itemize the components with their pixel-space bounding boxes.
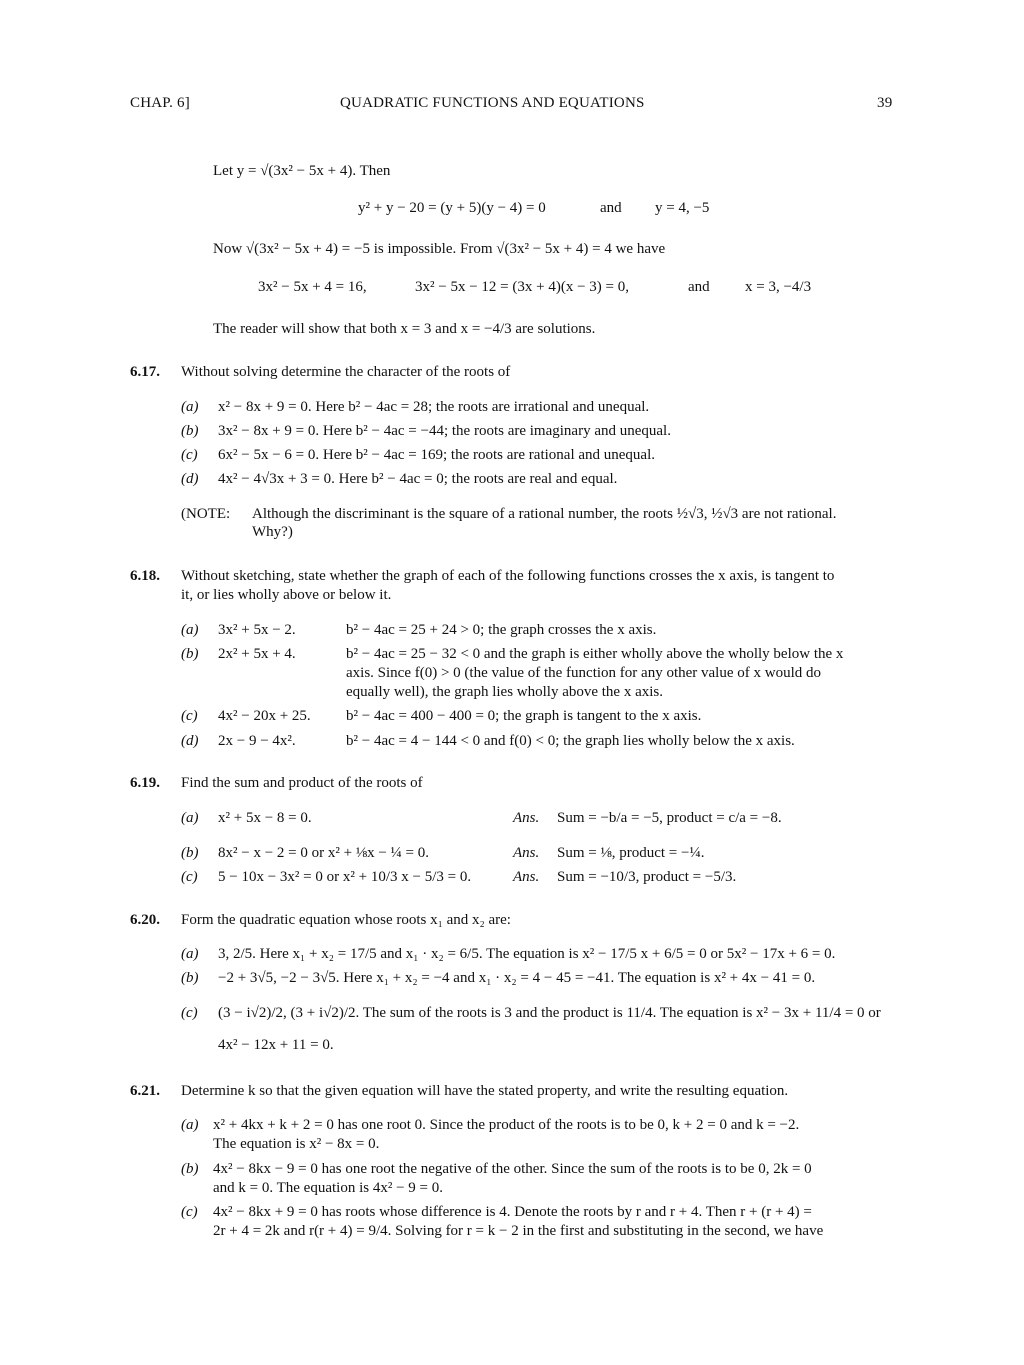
item-label: (c) xyxy=(181,1005,198,1021)
intro-result-2: x = 3, −4/3 xyxy=(745,279,812,295)
item-text: b² − 4ac = 400 − 400 = 0; the graph is tangent to the x axis. xyxy=(346,708,702,724)
problem-statement: Determine k so that the given equation will have the stated property, and write the resulting equation. xyxy=(181,1083,789,1099)
item-label: (c) xyxy=(181,1204,198,1220)
item-label: (a) xyxy=(181,1117,199,1133)
answer-text: Sum = ⅛, product = −¼. xyxy=(557,845,705,861)
note-label: (NOTE: xyxy=(181,506,231,522)
page-number: 39 xyxy=(877,95,893,111)
item-function: 2x² + 5x + 4. xyxy=(218,646,296,662)
answer-text: Sum = −10/3, product = −5/3. xyxy=(557,869,737,885)
intro-line-3: Now √(3x² − 5x + 4) = −5 is impossible. From √(3x² − 5x + 4) = 4 we have xyxy=(213,241,666,257)
item-text: b² − 4ac = 25 + 24 > 0; the graph crosses the x axis. xyxy=(346,622,657,638)
item-label: (c) xyxy=(181,447,198,463)
item-label: (b) xyxy=(181,423,199,439)
problem-number: 6.18. xyxy=(130,568,160,584)
intro-line-1: Let y = √(3x² − 5x + 4). Then xyxy=(213,163,391,179)
item-text: (3 − i√2)/2, (3 + i√2)/2. The sum of the roots is 3 and the product is 11/4. The equation is x² − 3x + 11/4 = 0 or xyxy=(218,1005,881,1021)
item-function: 2x − 9 − 4x². xyxy=(218,733,296,749)
item-text: 3, 2/5. Here x₁ + x₂ = 17/5 and x₁ · x₂ = 6/5. The equation is x² − 17/5 x + 6/5 = 0 or 5x² − 17x + 6 = 0. xyxy=(218,946,836,962)
answer-label: Ans. xyxy=(513,869,540,885)
note-text: Although the discriminant is the square of a rational number, the roots ½√3, ½√3 are not rational. xyxy=(252,506,837,522)
problem-statement: Without solving determine the character of the roots of xyxy=(181,364,511,380)
item-label: (b) xyxy=(181,845,199,861)
problem-number: 6.21. xyxy=(130,1083,160,1099)
item-text: −2 + 3√5, −2 − 3√5. Here x₁ + x₂ = −4 and x₁ · x₂ = 4 − 45 = −41. The equation is x² + 4x − 41 = 0. xyxy=(218,970,816,986)
item-text: 4x² − 8kx − 9 = 0 has one root the negative of the other. Since the sum of the roots is to be 0, 2k = 0 xyxy=(213,1161,812,1177)
item-label: (a) xyxy=(181,399,199,415)
item-text: equally well), the graph lies wholly above the x axis. xyxy=(346,684,663,700)
item-equation: x² + 5x − 8 = 0. xyxy=(218,810,312,826)
item-text: 4x² − 4√3x + 3 = 0. Here b² − 4ac = 0; the roots are real and equal. xyxy=(218,471,618,487)
note-text-2: Why?) xyxy=(252,524,293,540)
item-label: (b) xyxy=(181,646,199,662)
item-text: b² − 4ac = 25 − 32 < 0 and the graph is either wholly above the wholly below the x xyxy=(346,646,844,662)
item-function: 4x² − 20x + 25. xyxy=(218,708,311,724)
problem-number: 6.20. xyxy=(130,912,160,928)
intro-equation-2a: 3x² − 5x + 4 = 16, xyxy=(258,279,367,295)
item-label: (a) xyxy=(181,946,199,962)
intro-result-1: y = 4, −5 xyxy=(655,200,710,216)
item-label: (d) xyxy=(181,733,199,749)
intro-and-1: and xyxy=(600,200,622,216)
item-label: (b) xyxy=(181,1161,199,1177)
item-text: b² − 4ac = 4 − 144 < 0 and f(0) < 0; the graph lies wholly below the x axis. xyxy=(346,733,795,749)
problem-number: 6.17. xyxy=(130,364,160,380)
answer-label: Ans. xyxy=(513,810,540,826)
item-label: (b) xyxy=(181,970,199,986)
answer-label: Ans. xyxy=(513,845,540,861)
item-text: 3x² − 8x + 9 = 0. Here b² − 4ac = −44; the roots are imaginary and unequal. xyxy=(218,423,671,439)
intro-equation-1: y² + y − 20 = (y + 5)(y − 4) = 0 xyxy=(358,200,546,216)
item-label: (c) xyxy=(181,708,198,724)
problem-statement: Form the quadratic equation whose roots x₁ and x₂ are: xyxy=(181,912,511,928)
item-text: 6x² − 5x − 6 = 0. Here b² − 4ac = 169; the roots are rational and unequal. xyxy=(218,447,656,463)
running-title: QUADRATIC FUNCTIONS AND EQUATIONS xyxy=(340,95,645,111)
item-text: x² + 4kx + k + 2 = 0 has one root 0. Since the product of the roots is to be 0, k + 2 = 0 and k = −2. xyxy=(213,1117,800,1133)
problem-statement: Without sketching, state whether the graph of each of the following functions crosses the x axis, is tangent to xyxy=(181,568,835,584)
item-text: axis. Since f(0) > 0 (the value of the function for any other value of x would do xyxy=(346,665,821,681)
item-label: (c) xyxy=(181,869,198,885)
item-text: The equation is x² − 8x = 0. xyxy=(213,1136,380,1152)
problem-statement: Find the sum and product of the roots of xyxy=(181,775,423,791)
item-function: 3x² + 5x − 2. xyxy=(218,622,296,638)
intro-line-5: The reader will show that both x = 3 and x = −4/3 are solutions. xyxy=(213,321,596,337)
answer-text: Sum = −b/a = −5, product = c/a = −8. xyxy=(557,810,782,826)
item-text-2: 4x² − 12x + 11 = 0. xyxy=(218,1037,334,1053)
intro-and-2: and xyxy=(688,279,710,295)
item-text: and k = 0. The equation is 4x² − 9 = 0. xyxy=(213,1180,443,1196)
item-equation: 5 − 10x − 3x² = 0 or x² + 10/3 x − 5/3 = 0. xyxy=(218,869,472,885)
problem-number: 6.19. xyxy=(130,775,160,791)
item-text: 4x² − 8kx + 9 = 0 has roots whose difference is 4. Denote the roots by r and r + 4. Then r + (r + 4) = xyxy=(213,1204,812,1220)
intro-equation-2b: 3x² − 5x − 12 = (3x + 4)(x − 3) = 0, xyxy=(415,279,629,295)
item-label: (a) xyxy=(181,810,199,826)
problem-statement-2: it, or lies wholly above or below it. xyxy=(181,587,392,603)
chapter-label: CHAP. 6] xyxy=(130,95,190,111)
item-label: (d) xyxy=(181,471,199,487)
item-equation: 8x² − x − 2 = 0 or x² + ⅛x − ¼ = 0. xyxy=(218,845,429,861)
item-text: 2r + 4 = 2k and r(r + 4) = 9/4. Solving for r = k − 2 in the first and substituting in the second, we have xyxy=(213,1223,824,1239)
item-text: x² − 8x + 9 = 0. Here b² − 4ac = 28; the roots are irrational and unequal. xyxy=(218,399,650,415)
item-label: (a) xyxy=(181,622,199,638)
